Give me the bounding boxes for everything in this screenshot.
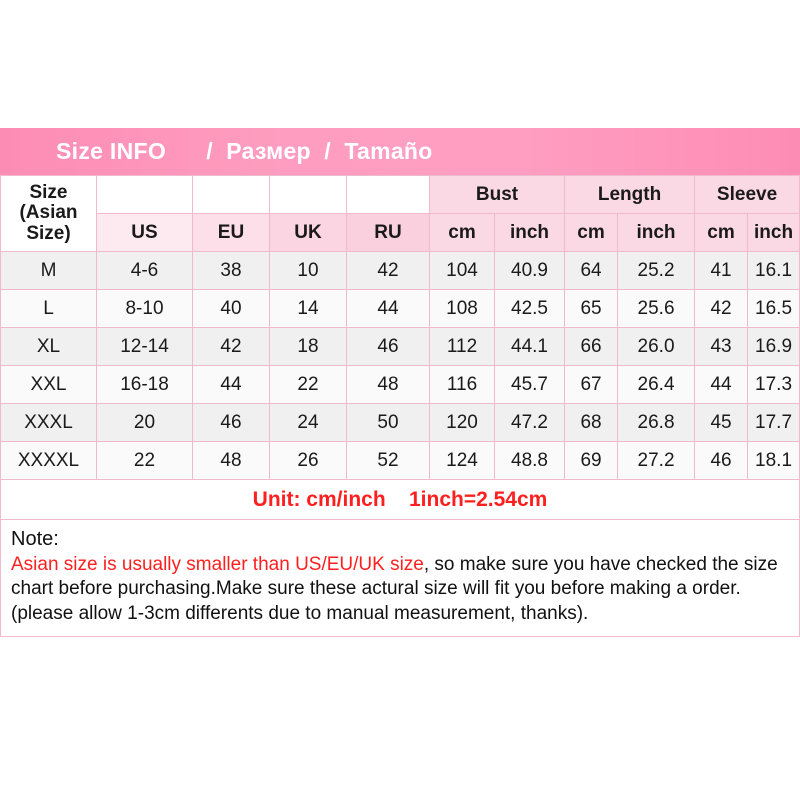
table-header-sub-row [1, 214, 800, 252]
header-sleeve-cm: cm [695, 214, 748, 252]
chart-title: Size INFO / Размер / Tamaño [56, 138, 433, 164]
cell-length-cm: 65 [565, 290, 618, 328]
cell-eu: 38 [193, 252, 270, 290]
header-ru: RU [347, 214, 430, 252]
cell-length-inch: 26.0 [618, 328, 695, 366]
cell-uk: 24 [270, 404, 347, 442]
table-row [1, 290, 800, 328]
header-blank-uk [270, 176, 347, 214]
header-blank-ru [347, 176, 430, 214]
table-header-group-row [1, 176, 800, 214]
cell-length-inch: 25.6 [618, 290, 695, 328]
cell-eu: 42 [193, 328, 270, 366]
note-rest-text: , so make sure you have checked the size chart before purchasing.Make sure these actural size will fit you before making a order.(please allow 1-3cm differents due to manual measurement, thanks). [11, 554, 778, 624]
table-row [1, 442, 800, 480]
cell-sleeve-cm: 45 [695, 404, 748, 442]
cell-eu: 46 [193, 404, 270, 442]
cell-size: XXXL [1, 404, 97, 442]
cell-size: XXL [1, 366, 97, 404]
header-length-cm: cm [565, 214, 618, 252]
size-table [0, 175, 800, 480]
chart-title-bar [0, 128, 800, 175]
cell-bust-cm: 112 [430, 328, 495, 366]
cell-bust-cm: 124 [430, 442, 495, 480]
header-length-inch: inch [618, 214, 695, 252]
note-warning-text: Asian size is usually smaller than US/EU/UK size [11, 554, 424, 575]
cell-ru: 42 [347, 252, 430, 290]
cell-sleeve-cm: 44 [695, 366, 748, 404]
note-title: Note: [11, 528, 59, 550]
header-bust-inch: inch [495, 214, 565, 252]
cell-ru: 52 [347, 442, 430, 480]
header-bust: Bust [430, 176, 565, 214]
cell-uk: 26 [270, 442, 347, 480]
cell-bust-inch: 44.1 [495, 328, 565, 366]
cell-bust-inch: 42.5 [495, 290, 565, 328]
cell-length-cm: 68 [565, 404, 618, 442]
size-chart [0, 128, 800, 637]
header-blank-us [97, 176, 193, 214]
table-row [1, 252, 800, 290]
header-eu: EU [193, 214, 270, 252]
cell-bust-cm: 116 [430, 366, 495, 404]
note-box [0, 520, 800, 637]
cell-uk: 10 [270, 252, 347, 290]
cell-uk: 14 [270, 290, 347, 328]
cell-length-inch: 26.4 [618, 366, 695, 404]
cell-length-cm: 66 [565, 328, 618, 366]
cell-us: 22 [97, 442, 193, 480]
cell-bust-inch: 48.8 [495, 442, 565, 480]
cell-length-cm: 64 [565, 252, 618, 290]
table-row [1, 366, 800, 404]
table-row [1, 328, 800, 366]
cell-sleeve-inch: 17.3 [748, 366, 800, 404]
cell-us: 4-6 [97, 252, 193, 290]
cell-length-cm: 69 [565, 442, 618, 480]
cell-length-inch: 26.8 [618, 404, 695, 442]
unit-row [0, 480, 800, 520]
unit-text: Unit: cm/inch 1inch=2.54cm [252, 487, 548, 511]
cell-bust-cm: 104 [430, 252, 495, 290]
cell-us: 20 [97, 404, 193, 442]
cell-uk: 22 [270, 366, 347, 404]
header-bust-cm: cm [430, 214, 495, 252]
cell-length-inch: 27.2 [618, 442, 695, 480]
header-us: US [97, 214, 193, 252]
cell-sleeve-cm: 41 [695, 252, 748, 290]
cell-ru: 50 [347, 404, 430, 442]
cell-bust-inch: 40.9 [495, 252, 565, 290]
cell-sleeve-cm: 46 [695, 442, 748, 480]
header-sleeve: Sleeve [695, 176, 800, 214]
cell-uk: 18 [270, 328, 347, 366]
header-sleeve-inch: inch [748, 214, 800, 252]
cell-bust-inch: 47.2 [495, 404, 565, 442]
header-uk: UK [270, 214, 347, 252]
cell-bust-cm: 108 [430, 290, 495, 328]
cell-sleeve-inch: 16.5 [748, 290, 800, 328]
cell-size: L [1, 290, 97, 328]
cell-sleeve-inch: 18.1 [748, 442, 800, 480]
cell-size: XXXXL [1, 442, 97, 480]
cell-eu: 44 [193, 366, 270, 404]
cell-ru: 44 [347, 290, 430, 328]
cell-sleeve-cm: 42 [695, 290, 748, 328]
cell-size: M [1, 252, 97, 290]
cell-sleeve-inch: 16.1 [748, 252, 800, 290]
cell-length-cm: 67 [565, 366, 618, 404]
cell-sleeve-inch: 16.9 [748, 328, 800, 366]
table-row [1, 404, 800, 442]
note-body [11, 553, 789, 626]
cell-sleeve-cm: 43 [695, 328, 748, 366]
cell-us: 16-18 [97, 366, 193, 404]
cell-length-inch: 25.2 [618, 252, 695, 290]
cell-us: 8-10 [97, 290, 193, 328]
cell-size: XL [1, 328, 97, 366]
cell-ru: 48 [347, 366, 430, 404]
cell-us: 12-14 [97, 328, 193, 366]
header-blank-eu [193, 176, 270, 214]
header-length: Length [565, 176, 695, 214]
cell-eu: 40 [193, 290, 270, 328]
cell-ru: 46 [347, 328, 430, 366]
header-size-asian: Size (Asian Size) [1, 176, 97, 252]
cell-sleeve-inch: 17.7 [748, 404, 800, 442]
cell-eu: 48 [193, 442, 270, 480]
cell-bust-cm: 120 [430, 404, 495, 442]
cell-bust-inch: 45.7 [495, 366, 565, 404]
